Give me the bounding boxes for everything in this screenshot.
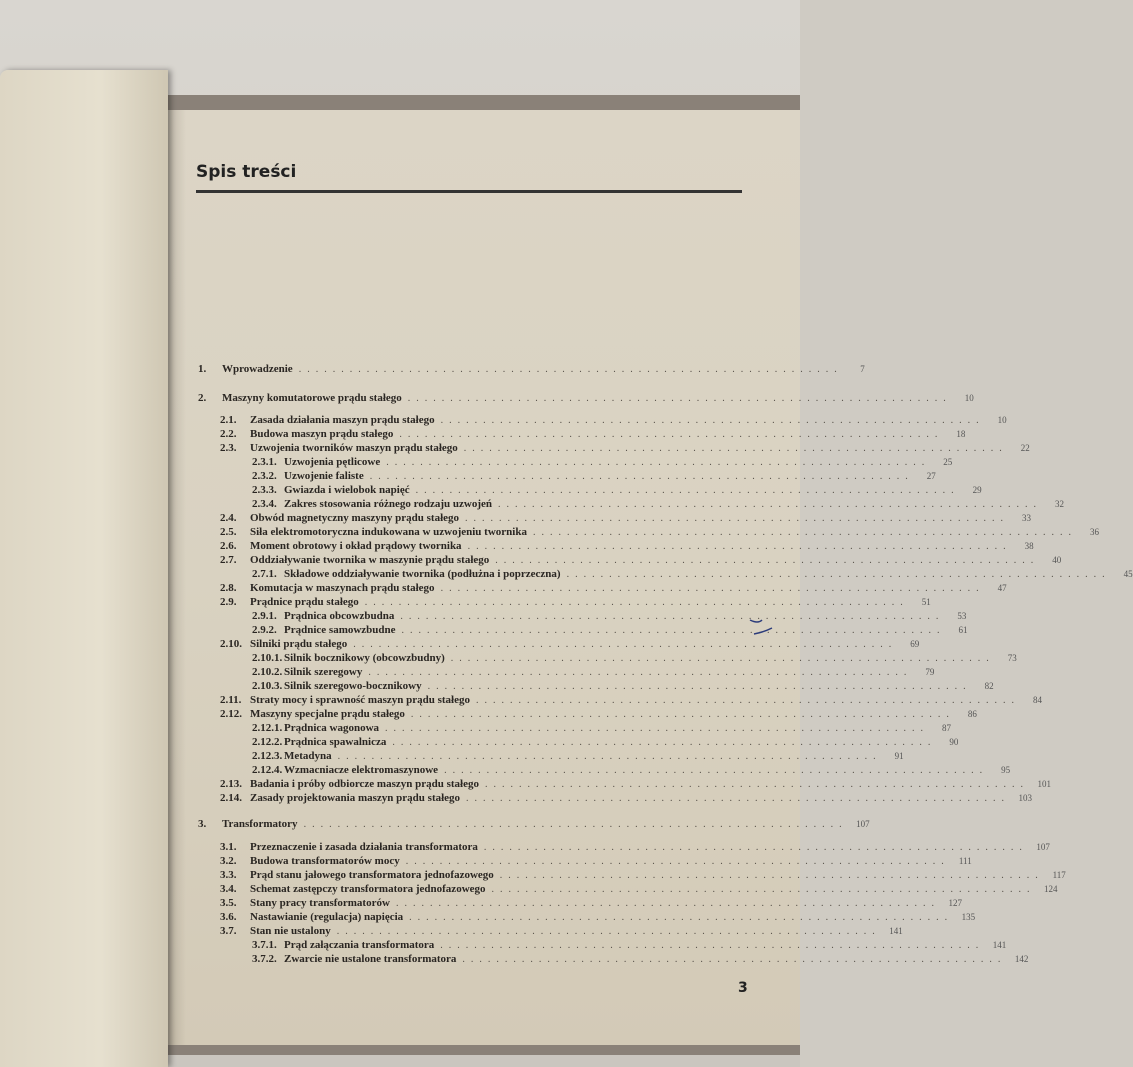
toc-leader-dots: ................................................................: [337, 751, 882, 762]
toc-entry-page: 61: [958, 625, 968, 635]
toc-entry-page: 107: [1036, 842, 1050, 852]
toc-entry-number: 3.5.: [220, 897, 237, 909]
toc-entry-number: 2.7.1.: [252, 568, 277, 580]
toc-entry-page: 79: [925, 667, 935, 677]
toc-entry-page: 29: [972, 485, 982, 495]
toc-leader-dots: ................................................................: [385, 723, 930, 734]
toc-entry-title: Oddziaływanie twornika w maszynie prądu stałego: [250, 554, 490, 566]
toc-entry-title: Stany pracy transformatorów: [250, 897, 390, 909]
toc-entry: [220, 911, 976, 925]
toc-entry: [252, 456, 953, 470]
toc-leader-dots: ................................................................: [399, 429, 944, 440]
toc-entry-number: 3.7.: [220, 925, 237, 937]
toc-entry: [220, 925, 903, 939]
toc-leader-dots: ................................................................: [303, 819, 848, 830]
toc-entry: [198, 818, 870, 832]
toc-leader-dots: ................................................................: [336, 926, 881, 937]
toc-entry: [220, 582, 1007, 596]
toc-entry: [220, 708, 977, 722]
toc-entry: [252, 470, 936, 484]
toc-entry: [252, 680, 994, 694]
toc-entry-number: 2.10.2.: [252, 666, 283, 678]
toc-entry-number: 2.3.: [220, 442, 237, 454]
toc-entry-page: 142: [1014, 954, 1029, 964]
toc-entry-title: Prąd załączania transformatora: [284, 939, 435, 951]
toc-entry: [198, 392, 974, 406]
toc-entry-page: 7: [860, 364, 865, 374]
page-number: 3: [738, 980, 748, 996]
toc-entry-number: 2.5.: [220, 526, 237, 538]
toc-entry-title: Prąd stanu jałowego transformatora jednofazowego: [250, 869, 494, 881]
toc-leader-dots: ................................................................: [485, 779, 1029, 790]
toc-entry-page: 111: [958, 856, 972, 866]
toc-entry-title: Zwarcie nie ustalone transformatora: [284, 953, 457, 965]
toc-entry-title: Zakres stosowania różnego rodzaju uzwojeń: [284, 498, 492, 510]
toc-entry: [220, 414, 1007, 428]
toc-leader-dots: ................................................................: [392, 737, 937, 748]
toc-leader-dots: ................................................................: [467, 541, 1012, 552]
toc-entry-title: Prądnica obcowzbudna: [284, 610, 395, 622]
toc-entry-title: Składowe oddziaływanie twornika (podłużna i poprzeczna): [284, 568, 561, 580]
toc-entry-number: 2.8.: [220, 582, 237, 594]
toc-entry-number: 2.4.: [220, 512, 237, 524]
toc-leader-dots: ................................................................: [491, 884, 1036, 895]
toc-entry-number: 2.: [198, 392, 207, 404]
toc-leader-dots: ................................................................: [400, 611, 945, 622]
toc-entry-title: Uzwojenia tworników maszyn prądu stałego: [250, 442, 458, 454]
toc-entry-title: Prądnica wagonowa: [284, 722, 380, 734]
toc-entry: [220, 554, 1062, 568]
toc-entry-title: Prądnice prądu stałego: [250, 596, 359, 608]
toc-leader-dots: ................................................................: [440, 583, 985, 594]
toc-entry: [220, 596, 931, 610]
toc-entry: [220, 897, 962, 911]
toc-entry-title: Zasady projektowania maszyn prądu stałego: [250, 792, 461, 804]
toc-entry: [252, 610, 967, 624]
toc-entry: [198, 363, 865, 377]
toc-entry-number: 2.10.3.: [252, 680, 283, 692]
toc-entry-number: 2.12.4.: [252, 764, 283, 776]
toc-leader-dots: ................................................................: [476, 695, 1020, 706]
toc-entry-page: 84: [1033, 695, 1042, 705]
toc-leader-dots: ................................................................: [532, 527, 1077, 538]
toc-entry-page: 117: [1052, 870, 1066, 880]
toc-entry: [252, 939, 1007, 953]
toc-entry-page: 45: [1123, 569, 1133, 579]
toc-entry-title: Metadyna: [284, 750, 332, 762]
toc-entry: [252, 484, 982, 498]
toc-entry-number: 2.2.: [220, 428, 237, 440]
toc-leader-dots: ................................................................: [364, 597, 909, 608]
toc-entry-title: Transformatory: [222, 818, 298, 830]
toc-entry-number: 2.3.4.: [252, 498, 277, 510]
toc-leader-dots: ................................................................: [450, 653, 995, 664]
toc-leader-dots: ................................................................: [353, 639, 898, 650]
toc-entry-title: Prądnica spawalnicza: [284, 736, 387, 748]
toc-entry-page: 38: [1024, 541, 1034, 551]
toc-entry-page: 86: [967, 709, 977, 719]
toc-leader-dots: ................................................................: [483, 842, 1028, 853]
toc-entry-page: 127: [948, 898, 962, 908]
toc-entry: [252, 666, 935, 680]
toc-leader-dots: ................................................................: [465, 513, 1010, 524]
toc-entry-page: 27: [926, 471, 936, 481]
toc-entry-number: 2.10.1.: [252, 652, 283, 664]
toc-entry-page: 18: [956, 429, 966, 439]
toc-entry-number: 2.3.1.: [252, 456, 277, 468]
toc-leader-dots: ................................................................: [499, 870, 1044, 881]
toc-entry-title: Moment obrotowy i okład prądowy twornika: [250, 540, 462, 552]
toc-entry: [252, 750, 904, 764]
toc-entry-page: 95: [1001, 765, 1011, 775]
toc-entry-page: 40: [1052, 555, 1062, 565]
toc-entry-title: Straty mocy i sprawność maszyn prądu stałego: [250, 694, 470, 706]
toc-leader-dots: ................................................................: [401, 625, 946, 636]
toc-entry-number: 2.3.2.: [252, 470, 277, 482]
toc-entry-number: 3.4.: [220, 883, 237, 895]
toc-entry-title: Budowa transformatorów mocy: [250, 855, 400, 867]
toc-entry: [220, 869, 1066, 883]
toc-entry-number: 3.7.1.: [252, 939, 277, 951]
toc-entry: [220, 792, 1033, 806]
toc-leader-dots: ................................................................: [405, 856, 950, 867]
toc-entry-number: 2.1.: [220, 414, 237, 426]
toc-entry-number: 2.9.: [220, 596, 237, 608]
toc-leader-dots: ................................................................: [497, 499, 1042, 510]
toc-entry-title: Silnik szeregowy: [284, 666, 363, 678]
toc-entry-page: 107: [856, 819, 870, 829]
toc-entry-number: 2.7.: [220, 554, 237, 566]
toc-entry-page: 69: [910, 639, 920, 649]
toc-entry: [220, 694, 1042, 708]
toc-leader-dots: ................................................................: [444, 765, 989, 776]
toc-entry-title: Siła elektromotoryczna indukowana w uzwojeniu twornika: [250, 526, 527, 538]
toc-entry-title: Zasada działania maszyn prądu stałego: [250, 414, 435, 426]
page-heading: Spis treści: [196, 162, 297, 182]
toc-entry-page: 90: [949, 737, 959, 747]
toc-entry: [252, 652, 1017, 666]
toc-entry: [220, 512, 1032, 526]
toc-entry-number: 2.13.: [220, 778, 242, 790]
toc-entry-title: Budowa maszyn prądu stałego: [250, 428, 394, 440]
toc-entry-number: 2.12.3.: [252, 750, 283, 762]
toc-entry-title: Wprowadzenie: [222, 363, 293, 375]
toc-entry-number: 2.9.1.: [252, 610, 277, 622]
toc-entry-page: 33: [1022, 513, 1032, 523]
toc-leader-dots: ................................................................: [395, 898, 940, 909]
toc-leader-dots: ................................................................: [566, 569, 1111, 580]
toc-leader-dots: ................................................................: [386, 457, 931, 468]
left-page: [0, 70, 168, 1067]
toc-entry: [252, 764, 1011, 778]
toc-leader-dots: ................................................................: [495, 555, 1040, 566]
toc-entry: [252, 722, 952, 736]
toc-entry-title: Maszyny specjalne prądu stałego: [250, 708, 405, 720]
toc-entry-title: Nastawianie (regulacja) napięcia: [250, 911, 404, 923]
toc-entry-page: 82: [984, 681, 994, 691]
toc-entry-title: Wzmacniacze elektromaszynowe: [284, 764, 439, 776]
toc-leader-dots: ................................................................: [440, 415, 985, 426]
toc-entry-number: 2.10.: [220, 638, 242, 650]
toc-entry-title: Silniki prądu stałego: [250, 638, 348, 650]
toc-entry-number: 3.: [198, 818, 207, 830]
toc-entry: [220, 540, 1034, 554]
toc-entry: [252, 498, 1064, 512]
toc-leader-dots: ................................................................: [410, 709, 955, 720]
toc-entry-page: 25: [943, 457, 953, 467]
toc-entry-number: 2.12.1.: [252, 722, 283, 734]
toc-entry-title: Badania i próby odbiorcze maszyn prądu stałego: [250, 778, 479, 790]
toc-entry-number: 2.14.: [220, 792, 242, 804]
toc-entry-title: Silnik szeregowo-bocznikowy: [284, 680, 422, 692]
pen-mark-icon: [748, 616, 774, 636]
toc-leader-dots: ................................................................: [463, 443, 1008, 454]
toc-entry: [252, 953, 1029, 967]
toc-entry-number: 2.3.3.: [252, 484, 277, 496]
toc-entry-title: Prądnice samowzbudne: [284, 624, 396, 636]
toc-entry: [220, 855, 972, 869]
toc-entry-number: 3.2.: [220, 855, 237, 867]
toc-entry-number: 3.3.: [220, 869, 237, 881]
toc-leader-dots: ................................................................: [407, 393, 952, 404]
toc-entry-number: 3.7.2.: [252, 953, 277, 965]
toc-entry: [220, 428, 966, 442]
toc-entry: [220, 526, 1099, 540]
toc-leader-dots: ................................................................: [427, 681, 972, 692]
toc-entry-title: Uzwojenie faliste: [284, 470, 364, 482]
toc-entry-title: Silnik bocznikowy (obcowzbudny): [284, 652, 445, 664]
toc-entry: [220, 442, 1030, 456]
toc-entry-number: 2.6.: [220, 540, 237, 552]
toc-entry-page: 135: [961, 912, 976, 922]
toc-entry-page: 141: [889, 926, 903, 936]
toc-entry-page: 10: [964, 393, 974, 403]
toc-entry-title: Przeznaczenie i zasada działania transformatora: [250, 841, 478, 853]
toc-entry-title: Uzwojenia pętlicowe: [284, 456, 381, 468]
toc-entry: [252, 568, 1133, 582]
toc-leader-dots: ................................................................: [440, 940, 985, 951]
toc-entry-page: 32: [1054, 499, 1064, 509]
toc-entry: [220, 778, 1051, 792]
toc-entry: [220, 841, 1050, 855]
toc-entry-number: 2.9.2.: [252, 624, 277, 636]
toc-entry-page: 141: [992, 940, 1007, 950]
toc-leader-dots: ................................................................: [462, 954, 1007, 965]
toc-leader-dots: ................................................................: [369, 471, 914, 482]
toc-entry-number: 3.1.: [220, 841, 237, 853]
toc-entry-page: 10: [997, 415, 1007, 425]
toc-entry-number: 2.12.2.: [252, 736, 283, 748]
toc-entry-page: 36: [1089, 527, 1099, 537]
toc-entry-number: 2.11.: [220, 694, 242, 706]
toc-leader-dots: ................................................................: [415, 485, 960, 496]
toc-entry-title: Schemat zastępczy transformatora jednofazowego: [250, 883, 486, 895]
toc-leader-dots: ................................................................: [298, 364, 843, 375]
toc-leader-dots: ................................................................: [368, 667, 913, 678]
toc-entry: [220, 883, 1058, 897]
toc-entry-page: 47: [997, 583, 1007, 593]
toc-entry-page: 73: [1007, 653, 1017, 663]
toc-leader-dots: ................................................................: [409, 912, 954, 923]
toc-entry-title: Gwiazda i wielobok napięć: [284, 484, 410, 496]
toc-entry-page: 53: [957, 611, 967, 621]
toc-entry: [220, 638, 920, 652]
toc-entry-number: 3.6.: [220, 911, 237, 923]
toc-entry-page: 101: [1037, 779, 1051, 789]
table-of-contents-page: [150, 110, 1133, 1045]
toc-entry-page: 91: [894, 751, 904, 761]
toc-entry-page: 103: [1018, 793, 1033, 803]
toc-entry: [252, 736, 959, 750]
toc-entry-number: 2.12.: [220, 708, 242, 720]
toc-entry-number: 1.: [198, 363, 207, 375]
toc-leader-dots: ................................................................: [466, 793, 1011, 804]
toc-entry-title: Stan nie ustalony: [250, 925, 331, 937]
toc-entry-title: Obwód magnetyczny maszyny prądu stałego: [250, 512, 460, 524]
toc-entry-page: 22: [1020, 443, 1030, 453]
toc-entry-title: Maszyny komutatorowe prądu stałego: [222, 392, 402, 404]
toc-entry-title: Komutacja w maszynach prądu stałego: [250, 582, 435, 594]
toc-entry-page: 87: [942, 723, 952, 733]
toc-entry-page: 51: [921, 597, 931, 607]
toc-list: [150, 110, 1133, 1045]
toc-entry: [252, 624, 968, 638]
toc-entry-page: 124: [1044, 884, 1058, 894]
